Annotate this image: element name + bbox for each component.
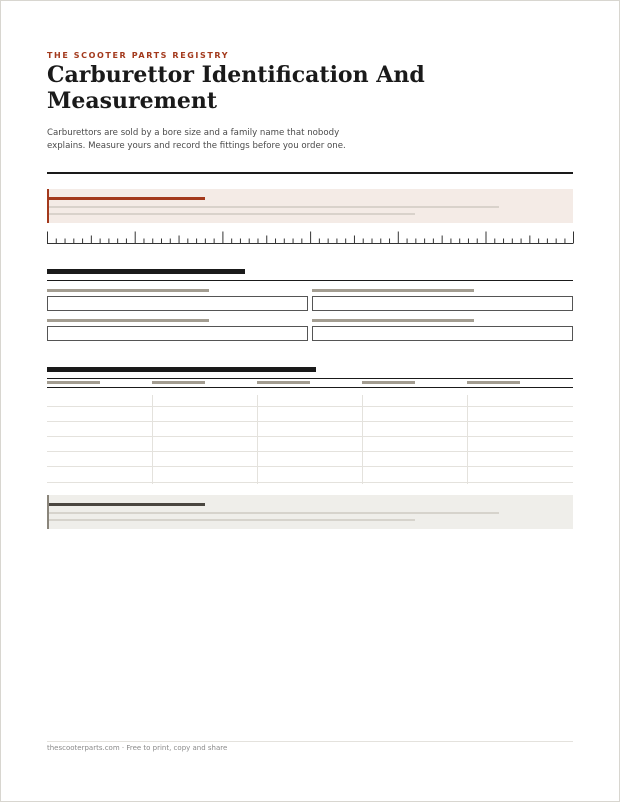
callout-text-placeholder xyxy=(49,206,499,208)
text-field[interactable] xyxy=(312,296,573,311)
field-label-placeholder xyxy=(312,319,474,322)
table-column-header xyxy=(152,381,205,384)
table-row[interactable] xyxy=(47,421,573,422)
table-header-rule xyxy=(47,387,573,388)
table-row[interactable] xyxy=(47,436,573,437)
section-heading-placeholder xyxy=(47,367,316,372)
warning-callout xyxy=(47,189,573,223)
table-column-divider xyxy=(257,395,258,484)
field-label-placeholder xyxy=(47,289,209,292)
table-column-header xyxy=(47,381,100,384)
table-column-header xyxy=(467,381,520,384)
table-column-divider xyxy=(467,395,468,484)
section-heading-placeholder xyxy=(47,269,245,274)
field-label-placeholder xyxy=(47,319,209,322)
field-label-placeholder xyxy=(312,289,474,292)
table-column-divider xyxy=(362,395,363,484)
table-column-header xyxy=(257,381,310,384)
intro-paragraph: Carburettors are sold by a bore size and a family name that nobody explains. Measure yours and record the fittings before you order one. xyxy=(47,128,346,151)
note-callout xyxy=(47,495,573,529)
footer-text: thescooterparts.com · Free to print, copy and share xyxy=(47,744,228,752)
text-field[interactable] xyxy=(47,296,308,311)
footer-divider xyxy=(47,741,573,742)
callout-text-placeholder xyxy=(49,213,415,215)
page-title: Carburettor Identification And Measurement xyxy=(47,62,425,114)
table-top-rule xyxy=(47,378,573,379)
table-column-divider xyxy=(152,395,153,484)
table-row[interactable] xyxy=(47,466,573,467)
table-row[interactable] xyxy=(47,482,573,483)
callout-text-placeholder xyxy=(49,512,499,514)
measuring-ruler xyxy=(47,229,574,245)
table-row[interactable] xyxy=(47,451,573,452)
eyebrow: THE SCOOTER PARTS REGISTRY xyxy=(47,51,230,60)
text-field[interactable] xyxy=(312,326,573,341)
callout-heading-placeholder xyxy=(49,197,205,200)
table-row[interactable] xyxy=(47,406,573,407)
text-field[interactable] xyxy=(47,326,308,341)
table-column-header xyxy=(362,381,415,384)
header-divider xyxy=(47,172,573,174)
section-rule xyxy=(47,280,573,281)
callout-heading-placeholder xyxy=(49,503,205,506)
callout-text-placeholder xyxy=(49,519,415,521)
